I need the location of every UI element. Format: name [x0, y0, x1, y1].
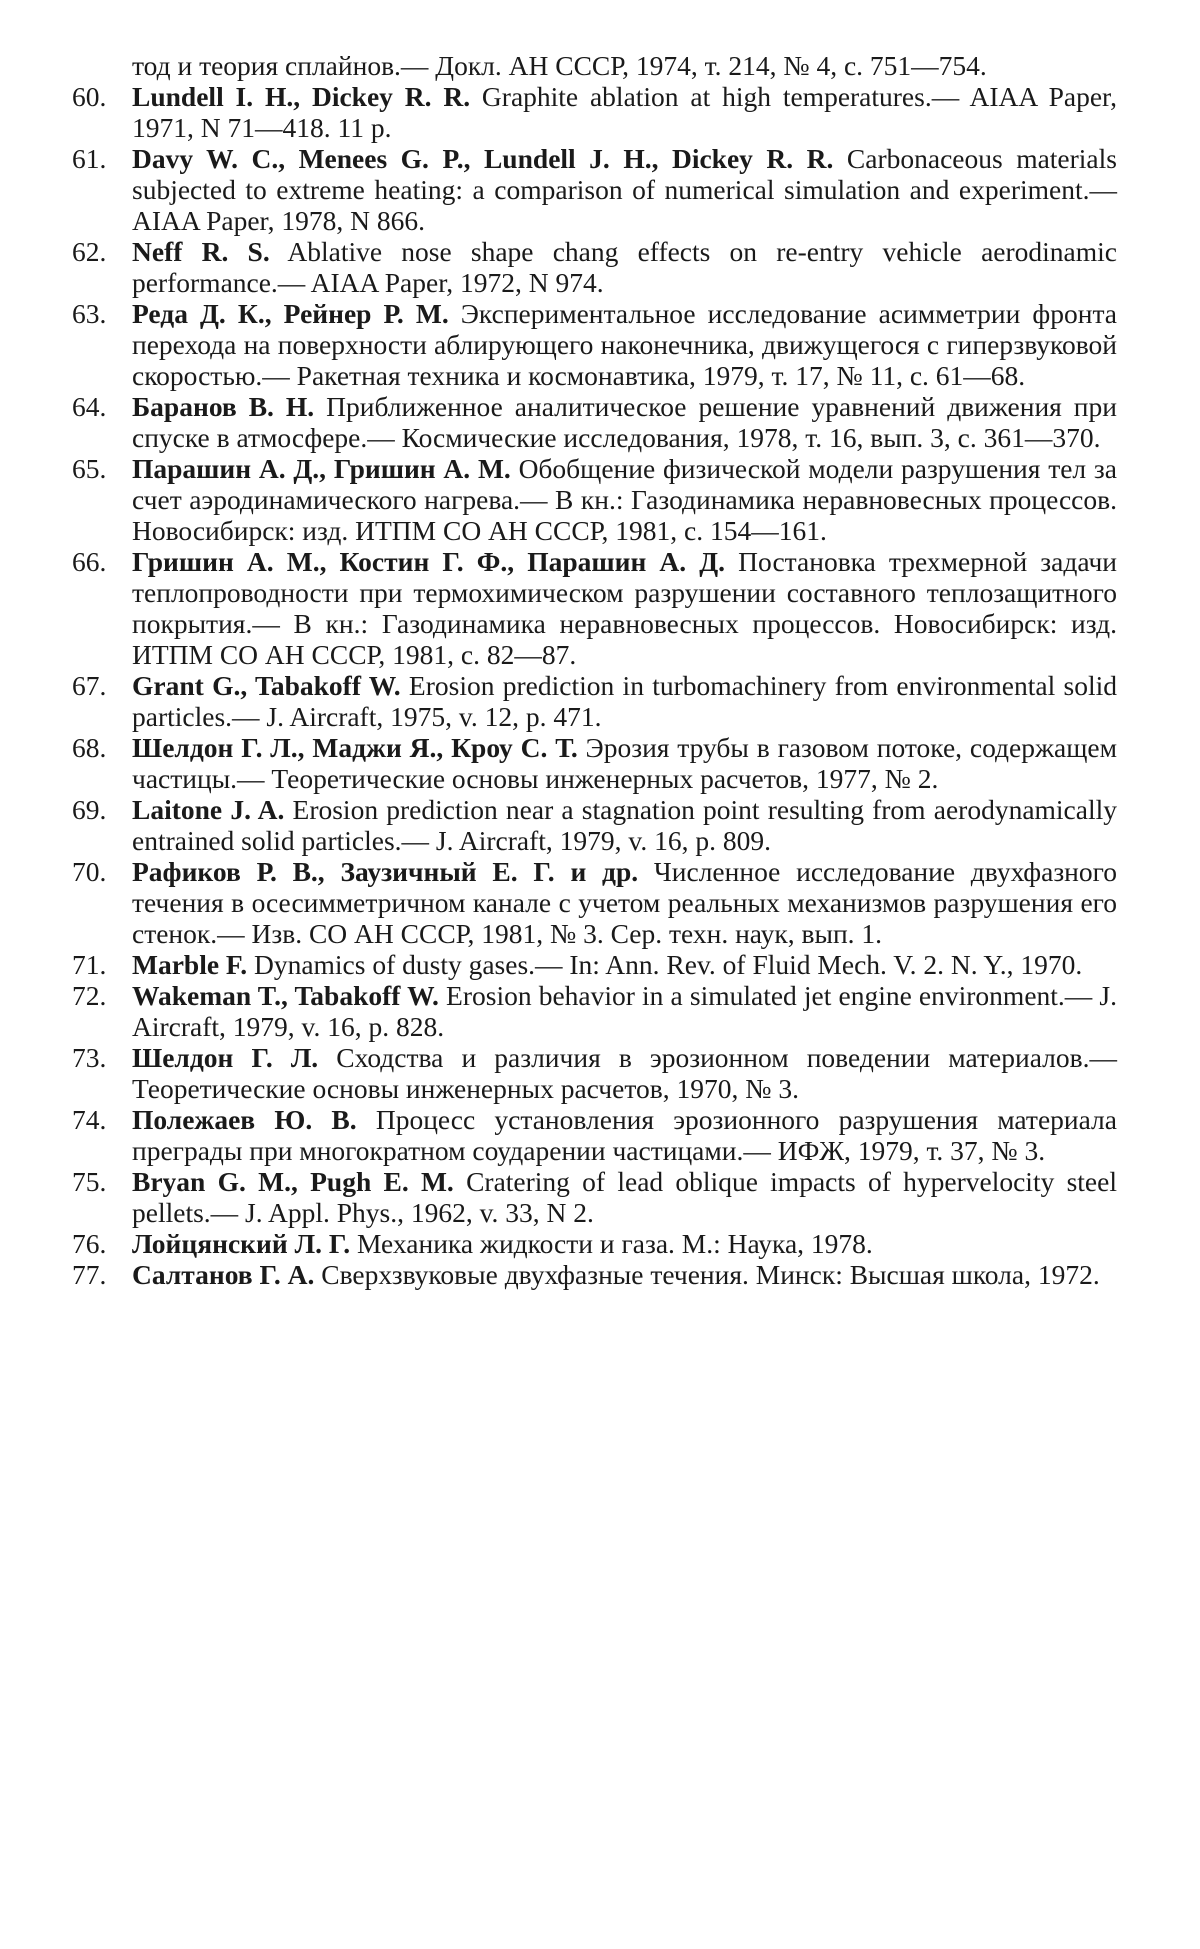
reference-authors: Wakeman T., Tabakoff W.: [132, 980, 439, 1011]
reference-authors: Grant G., Tabakoff W.: [132, 670, 401, 701]
reference-text: Эрозия трубы в газовом потоке, содержащем частицы.— Теоретические основы инженерных расчетов, 1977, № 2.: [132, 732, 1117, 794]
reference-number: 68.: [72, 732, 107, 763]
reference-number: 64.: [72, 391, 107, 422]
reference-text: Численное исследование двухфазного течения в осесимметричном канале с учетом реальных механизмов разрушения его стенок.— Изв. СО АН СССР, 1981, № 3. Сер. техн. наук, вып. 1.: [132, 856, 1117, 949]
reference-item-67: [72, 670, 1117, 732]
reference-text: Сверхзвуковые двухфазные течения. Минск: Высшая школа, 1972.: [314, 1259, 1100, 1290]
reference-item-63: [72, 298, 1118, 391]
reference-text: Процесс установления эрозионного разрушения материала преграды при многократном соударении частицами.— ИФЖ, 1979, т. 37, № 3.: [132, 1104, 1117, 1166]
reference-number: 70.: [72, 856, 107, 887]
reference-item-61: [72, 143, 1117, 236]
reference-list: [72, 50, 1118, 1290]
reference-number: 60.: [72, 81, 107, 112]
reference-item-72: [72, 980, 1117, 1042]
reference-item-74: [72, 1104, 1117, 1166]
reference-number: 62.: [72, 236, 107, 267]
reference-number: 69.: [72, 794, 107, 825]
reference-item-71: [72, 949, 1117, 980]
reference-number: 66.: [72, 546, 107, 577]
reference-text: Erosion behavior in a simulated jet engine environment.— J. Aircraft, 1979, v. 16, p. 828.: [132, 980, 1117, 1042]
reference-authors: Laitone J. A.: [132, 794, 285, 825]
reference-item-75: [72, 1166, 1117, 1228]
reference-authors: Реда Д. К., Рейнер Р. М.: [132, 298, 449, 329]
reference-authors: Гришин А. М., Костин Г. Ф., Парашин А. Д.: [132, 546, 726, 577]
reference-item-60: [72, 81, 1117, 143]
reference-number: 61.: [72, 143, 107, 174]
reference-item-69: [72, 794, 1117, 856]
reference-text: Dynamics of dusty gases.— In: Ann. Rev. of Fluid Mech. V. 2. N. Y., 1970.: [247, 949, 1083, 980]
reference-number: 71.: [72, 949, 107, 980]
reference-item-65: [72, 453, 1117, 546]
reference-number: 72.: [72, 980, 107, 1011]
reference-continuation: [132, 50, 1117, 81]
reference-authors: Neff R. S.: [132, 236, 270, 267]
reference-number: 73.: [72, 1042, 107, 1073]
reference-authors: Салтанов Г. А.: [132, 1259, 315, 1290]
reference-continuation-text: тод и теория сплайнов.— Докл. АН СССР, 1974, т. 214, № 4, с. 751—754.: [132, 50, 987, 81]
reference-item-66: [72, 546, 1117, 670]
reference-item-73: [72, 1042, 1117, 1104]
reference-text: Ablative nose shape chang effects on re-entry vehicle aerodinamic performance.— AIAA Paper, 1972, N 974.: [132, 236, 1117, 298]
reference-text: Приближенное аналитическое решение уравнений движения при спуске в атмосфере.— Космические исследования, 1978, т. 16, вып. 3, с. 361—370.: [132, 391, 1117, 453]
reference-text: Экспериментальное исследование асимметрии фронта перехода на поверхности аблирующего наконечника, движущегося с гиперзвуковой скоростью.— Ракетная техника и космонавтика, 1979, т. 17, № 11, с. 61—68.: [132, 298, 1118, 391]
reference-number: 74.: [72, 1104, 107, 1135]
reference-item-70: [72, 856, 1117, 949]
reference-text: Erosion prediction near a stagnation point resulting from aerodynamically entrained solid particles.— J. Aircraft, 1979, v. 16, p. 809.: [132, 794, 1117, 856]
reference-authors: Рафиков Р. В., Заузичный Е. Г. и др.: [132, 856, 639, 887]
reference-text: Cratering of lead oblique impacts of hypervelocity steel pellets.— J. Appl. Phys., 1962, v. 33, N 2.: [132, 1166, 1117, 1228]
reference-authors: Bryan G. M., Pugh E. M.: [132, 1166, 454, 1197]
reference-item-68: [72, 732, 1117, 794]
reference-number: 63.: [72, 298, 107, 329]
reference-authors: Полежаев Ю. В.: [132, 1104, 357, 1135]
reference-authors: Лойцянский Л. Г.: [132, 1228, 351, 1259]
reference-authors: Lundell I. H., Dickey R. R.: [132, 81, 471, 112]
reference-authors: Marble F.: [132, 949, 248, 980]
reference-item-64: [72, 391, 1117, 453]
reference-number: 67.: [72, 670, 107, 701]
reference-text: Обобщение физической модели разрушения тел за счет аэродинамического нагрева.— В кн.: Газодинамика неравновесных процессов. Новосибирск: изд. ИТПМ СО АН СССР, 1981, с. 154—161.: [132, 453, 1117, 546]
reference-authors: Шелдон Г. Л., Маджи Я., Кроу С. Т.: [132, 732, 578, 763]
reference-text: Carbonaceous materials subjected to extreme heating: a comparison of numerical simulation and experiment.— AIAA Paper, 1978, N 866.: [132, 143, 1117, 236]
reference-authors: Парашин А. Д., Гришин А. М.: [132, 453, 511, 484]
reference-number: 76.: [72, 1228, 107, 1259]
reference-text: Сходства и различия в эрозионном поведении материалов.— Теоретические основы инженерных расчетов, 1970, № 3.: [132, 1042, 1117, 1104]
reference-text: Постановка трехмерной задачи теплопроводности при термохимическом разрушении составного теплозащитного покрытия.— В кн.: Газодинамика неравновесных процессов. Новосибирск: изд. ИТПМ СО АН СССР, 1981, с. 82—87.: [132, 546, 1117, 670]
reference-authors: Баранов В. Н.: [132, 391, 315, 422]
reference-number: 65.: [72, 453, 107, 484]
reference-number: 75.: [72, 1166, 107, 1197]
reference-item-76: [72, 1228, 1117, 1259]
reference-number: 77.: [72, 1259, 107, 1290]
reference-text: Graphite ablation at high temperatures.— AIAA Paper, 1971, N 71—418. 11 p.: [132, 81, 1117, 143]
reference-authors: Шелдон Г. Л.: [132, 1042, 319, 1073]
reference-text: Erosion prediction in turbomachinery from environmental solid particles.— J. Aircraft, 1975, v. 12, p. 471.: [132, 670, 1117, 732]
reference-item-77: [72, 1259, 1117, 1290]
reference-authors: Davy W. C., Menees G. P., Lundell J. H., Dickey R. R.: [132, 143, 834, 174]
reference-text: Механика жидкости и газа. М.: Наука, 1978.: [350, 1228, 873, 1259]
reference-item-62: [72, 236, 1117, 298]
